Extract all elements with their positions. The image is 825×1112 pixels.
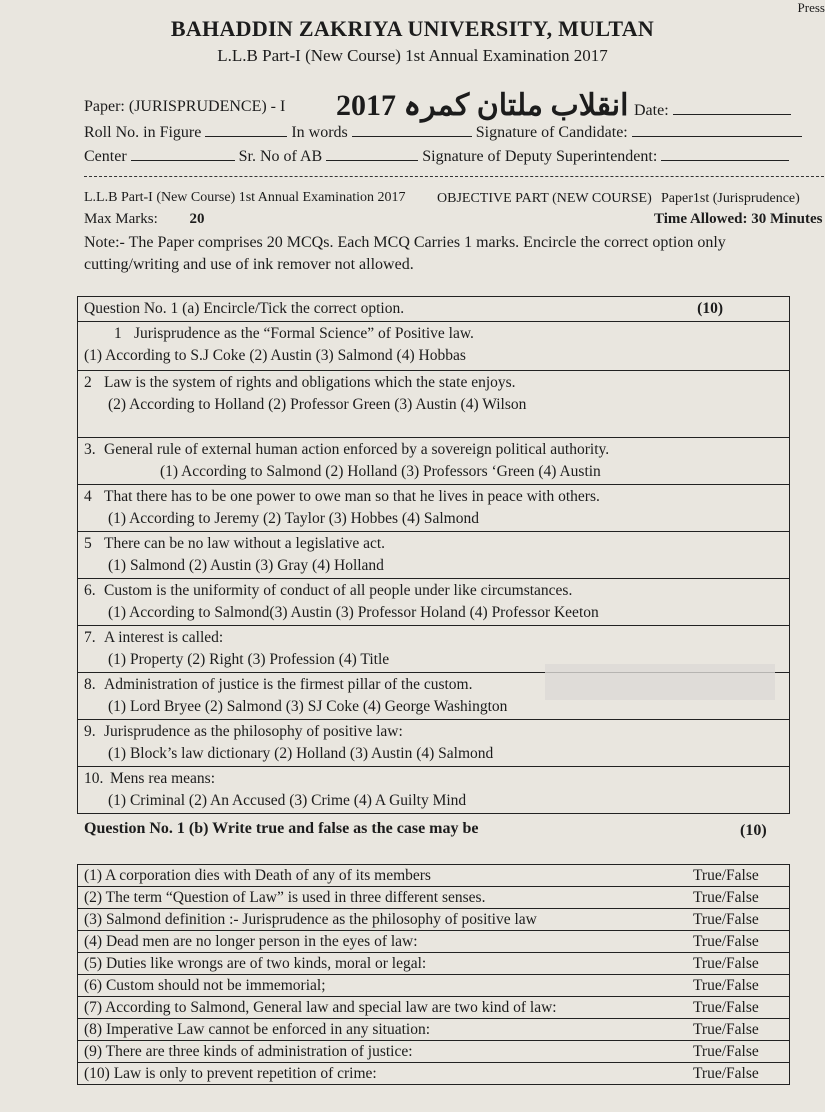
question-options: (1) According to Salmond(3) Austin (3) Professor Holand (4) Professor Keeton <box>108 604 599 621</box>
srno-blank <box>326 146 418 161</box>
section-b-title: Question No. 1 (b) Write true and false as the case may be <box>84 820 479 837</box>
tf-row <box>78 1063 790 1085</box>
tf-statement: (7) According to Salmond, General law and special law are two kind of law: <box>78 997 688 1019</box>
question-text: That there has to be one power to owe man so that he lives in peace with others. <box>104 488 600 505</box>
paper-name: Paper1st (Jurisprudence) <box>661 191 800 206</box>
question-number: 9. <box>84 723 96 740</box>
tf-answer[interactable]: True/False <box>687 887 790 909</box>
date-blank <box>673 100 791 115</box>
tf-answer[interactable]: True/False <box>687 997 790 1019</box>
question-text: There can be no law without a legislative act. <box>104 535 386 552</box>
tf-statement: (2) The term “Question of Law” is used in three different senses. <box>78 887 688 909</box>
question-number: 10. <box>84 770 104 787</box>
tf-answer[interactable]: True/False <box>687 953 790 975</box>
question-text: Jurisprudence as the philosophy of positive law: <box>104 723 403 740</box>
sig-deputy-blank <box>661 146 789 161</box>
center-blank <box>131 146 235 161</box>
mcq-row <box>78 438 790 485</box>
urdu-handwritten-note: انقلاب ملتان کمرہ 2017 <box>336 89 629 122</box>
sig-candidate-label: Signature of Candidate: <box>475 124 628 141</box>
max-marks-label: Max Marks: <box>84 211 158 227</box>
question-options: (1) According to Jeremy (2) Taylor (3) Hobbes (4) Salmond <box>108 510 479 527</box>
instructions-note: Note:- The Paper comprises 20 MCQs. Each MCQ Carries 1 marks. Encircle the correct option only cutting/writing and use of ink remover not allowed. <box>84 234 726 273</box>
tf-row <box>78 887 790 909</box>
question-number: 1 <box>114 325 122 342</box>
tf-row <box>78 931 790 953</box>
tf-statement: (9) There are three kinds of administration of justice: <box>78 1041 688 1063</box>
question-text: Jurisprudence as the “Formal Science” of Positive law. <box>134 325 474 342</box>
mcq-row <box>78 767 790 814</box>
question-options: (1) According to Salmond (2) Holland (3) Professors ‘Green (4) Austin <box>160 463 601 480</box>
roll-field <box>84 122 802 142</box>
mcq-row <box>78 485 790 532</box>
date-field <box>634 100 791 120</box>
section-a-marks: (10) <box>697 300 723 317</box>
tf-row <box>78 1041 790 1063</box>
question-options: (1) Property (2) Right (3) Profession (4) Title <box>108 651 390 668</box>
paper-field <box>84 98 285 116</box>
tf-answer[interactable]: True/False <box>687 1063 790 1085</box>
question-options: (1) According to S.J Coke (2) Austin (3) Salmond (4) Hobbas <box>84 347 466 364</box>
objective-part: OBJECTIVE PART (NEW COURSE) <box>437 191 652 206</box>
question-options: (1) Salmond (2) Austin (3) Gray (4) Holland <box>108 557 384 574</box>
tf-row <box>78 953 790 975</box>
section-b-marks: (10) <box>740 822 767 839</box>
tf-answer[interactable]: True/False <box>687 909 790 931</box>
question-text: Mens rea means: <box>110 770 216 787</box>
paper-label: Paper: (JURISPRUDENCE) - I <box>84 98 286 115</box>
tf-statement: (8) Imperative Law cannot be enforced in any situation: <box>78 1019 688 1041</box>
tf-answer[interactable]: True/False <box>687 1041 790 1063</box>
tf-row <box>78 975 790 997</box>
words-blank <box>352 122 472 137</box>
question-text: Administration of justice is the firmest pillar of the custom. <box>104 676 473 693</box>
smudge-mark <box>545 664 775 700</box>
date-label: Date: <box>634 102 669 119</box>
question-number: 8. <box>84 676 96 693</box>
max-marks-value: 20 <box>189 211 205 227</box>
tf-statement: (6) Custom should not be immemorial; <box>78 975 688 997</box>
question-options: (1) Criminal (2) An Accused (3) Crime (4) A Guilty Mind <box>108 792 467 809</box>
exam-title: L.L.B Part-I (New Course) 1st Annual Examination 2017 <box>217 46 608 65</box>
question-number: 5 <box>84 535 92 552</box>
true-false-table <box>77 864 790 1085</box>
university-title: BAHADDIN ZAKRIYA UNIVERSITY, MULTAN <box>170 16 655 41</box>
tf-row <box>78 865 790 887</box>
roll-label: Roll No. in Figure <box>84 124 202 141</box>
cut-line <box>84 176 824 177</box>
mcq-row <box>78 532 790 579</box>
question-number: 2 <box>84 374 92 391</box>
course-line: L.L.B Part-I (New Course) 1st Annual Examination 2017 <box>84 190 406 205</box>
mcq-row <box>78 371 790 438</box>
center-field <box>84 146 789 166</box>
question-number: 3. <box>84 441 96 458</box>
question-text: Law is the system of rights and obligations which the state enjoys. <box>104 374 516 391</box>
tf-statement: (3) Salmond definition :- Jurisprudence as the philosophy of positive law <box>78 909 688 931</box>
tf-row <box>78 997 790 1019</box>
sig-deputy-label: Signature of Deputy Superintendent: <box>422 148 658 165</box>
time-allowed: Time Allowed: 30 Minutes <box>654 211 823 227</box>
mcq-row <box>78 579 790 626</box>
question-options: (2) According to Holland (2) Professor Green (3) Austin (4) Wilson <box>108 396 527 413</box>
tf-row <box>78 909 790 931</box>
section-a-title: Question No. 1 (a) Encircle/Tick the correct option. <box>84 300 405 317</box>
question-options: (1) Lord Bryee (2) Salmond (3) SJ Coke (4) George Washington <box>108 698 508 715</box>
center-label: Center <box>84 148 127 165</box>
tf-answer[interactable]: True/False <box>687 931 790 953</box>
tf-answer[interactable]: True/False <box>687 865 790 887</box>
question-text: Custom is the uniformity of conduct of all people under like circumstances. <box>104 582 573 599</box>
mcq-row <box>78 720 790 767</box>
question-number: 7. <box>84 629 96 646</box>
tf-answer[interactable]: True/False <box>687 1019 790 1041</box>
tf-answer[interactable]: True/False <box>687 975 790 997</box>
question-text: A interest is called: <box>104 629 224 646</box>
tf-row <box>78 1019 790 1041</box>
corner-text: Press <box>797 0 825 15</box>
question-number: 6. <box>84 582 96 599</box>
tf-statement: (5) Duties like wrongs are of two kinds, moral or legal: <box>78 953 688 975</box>
words-label: In words <box>291 124 348 141</box>
mcq-row <box>78 322 790 371</box>
sig-candidate-blank <box>632 122 802 137</box>
question-text: General rule of external human action enforced by a sovereign political authority. <box>104 441 610 458</box>
question-options: (1) Block’s law dictionary (2) Holland (3) Austin (4) Salmond <box>108 745 494 762</box>
roll-blank <box>205 122 287 137</box>
tf-statement: (10) Law is only to prevent repetition of crime: <box>78 1063 688 1085</box>
tf-statement: (1) A corporation dies with Death of any of its members <box>78 865 688 887</box>
mcq-header-row <box>78 297 790 322</box>
max-marks <box>84 211 205 228</box>
tf-statement: (4) Dead men are no longer person in the eyes of law: <box>78 931 688 953</box>
mcq-table <box>77 296 790 814</box>
srno-label: Sr. No of AB <box>238 148 323 165</box>
question-number: 4 <box>84 488 92 505</box>
